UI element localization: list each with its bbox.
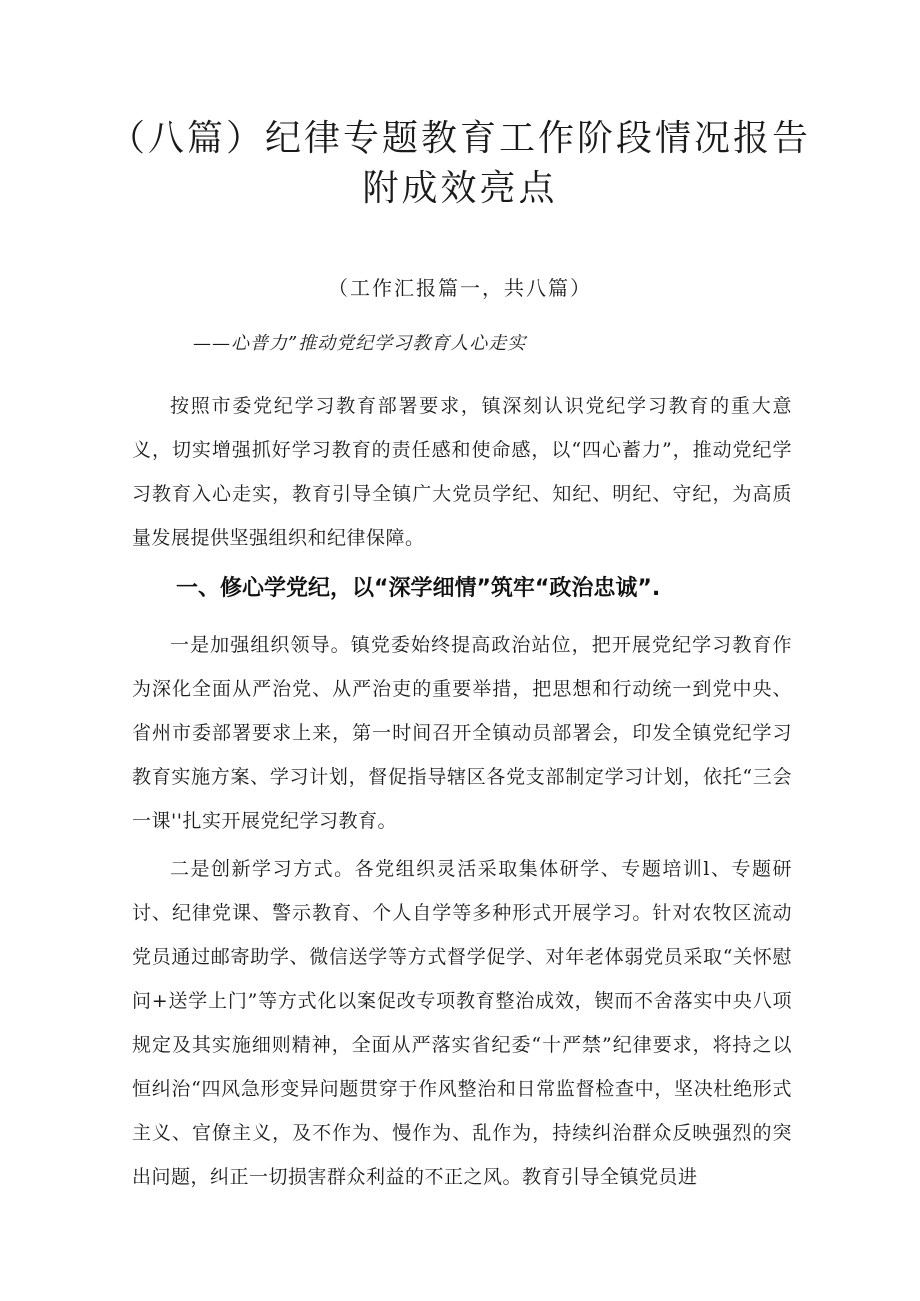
document-title-line-1: （八篇）纪律专题教育工作阶段情况报告: [108, 118, 811, 159]
intro-paragraph: 按照市委党纪学习教育部署要求，镇深刻认识党纪学习教育的重大意义，切实增强抓好学习教育的责任感和使命感，以“四心蓄力”，推动党纪学习教育入心走实，教育引导全镇广大党员学纪、知纪、明纪、守纪，为高质量发展提供坚强组织和纪律保障。: [132, 395, 792, 549]
section-1-paragraph-2: 二是创新学习方式。各党组织灵活采取集体研学、专题培训l、专题研讨、纪律党课、警示教育、个人自学等多种形式开展学习。针对农牧区流动党员通过邮寄助学、微信送学等方式督学促学、对年老体弱党员采取“关怀慰问+送学上门”等方式化以案促改专项教育整治成效，锲而不舍落实中央八项规定及其实施细则精神，全面从严落实省纪委“十严禁”纪律要求，将持之以恒纠治“四风急形变异问题贯穿于作风整治和日常监督检查中，坚决杜绝形式主义、官僚主义，及不作为、慢作为、乱作为，持续纠治群众反映强烈的突出问题，纠正一切损害群众利益的不正之风。教育引导全镇党员进: [132, 858, 792, 1188]
document-title-line-2: 附成效亮点: [362, 168, 558, 209]
section-1-heading: 一、修心学党纪，以“深学细情”筑牢“政治忠诚”.: [176, 576, 661, 601]
document-subtitle: （工作汇报篇一，共八篇）: [328, 276, 592, 300]
section-1-paragraph-1: 一是加强组织领导。镇党委始终提高政治站位，把开展党纪学习教育作为深化全面从严治党、从严治吏的重要举措，把思想和行动统一到党中央、省州市委部署要求上来，第一时间召开全镇动员部署会，印发全镇党纪学习教育实施方案、学习计划，督促指导辖区各党支部制定学习计划，依托“三会一课''扎实开展党纪学习教育。: [132, 634, 792, 832]
document-theme-line: ——心普力”推动党纪学习教育人心走实: [193, 333, 527, 354]
